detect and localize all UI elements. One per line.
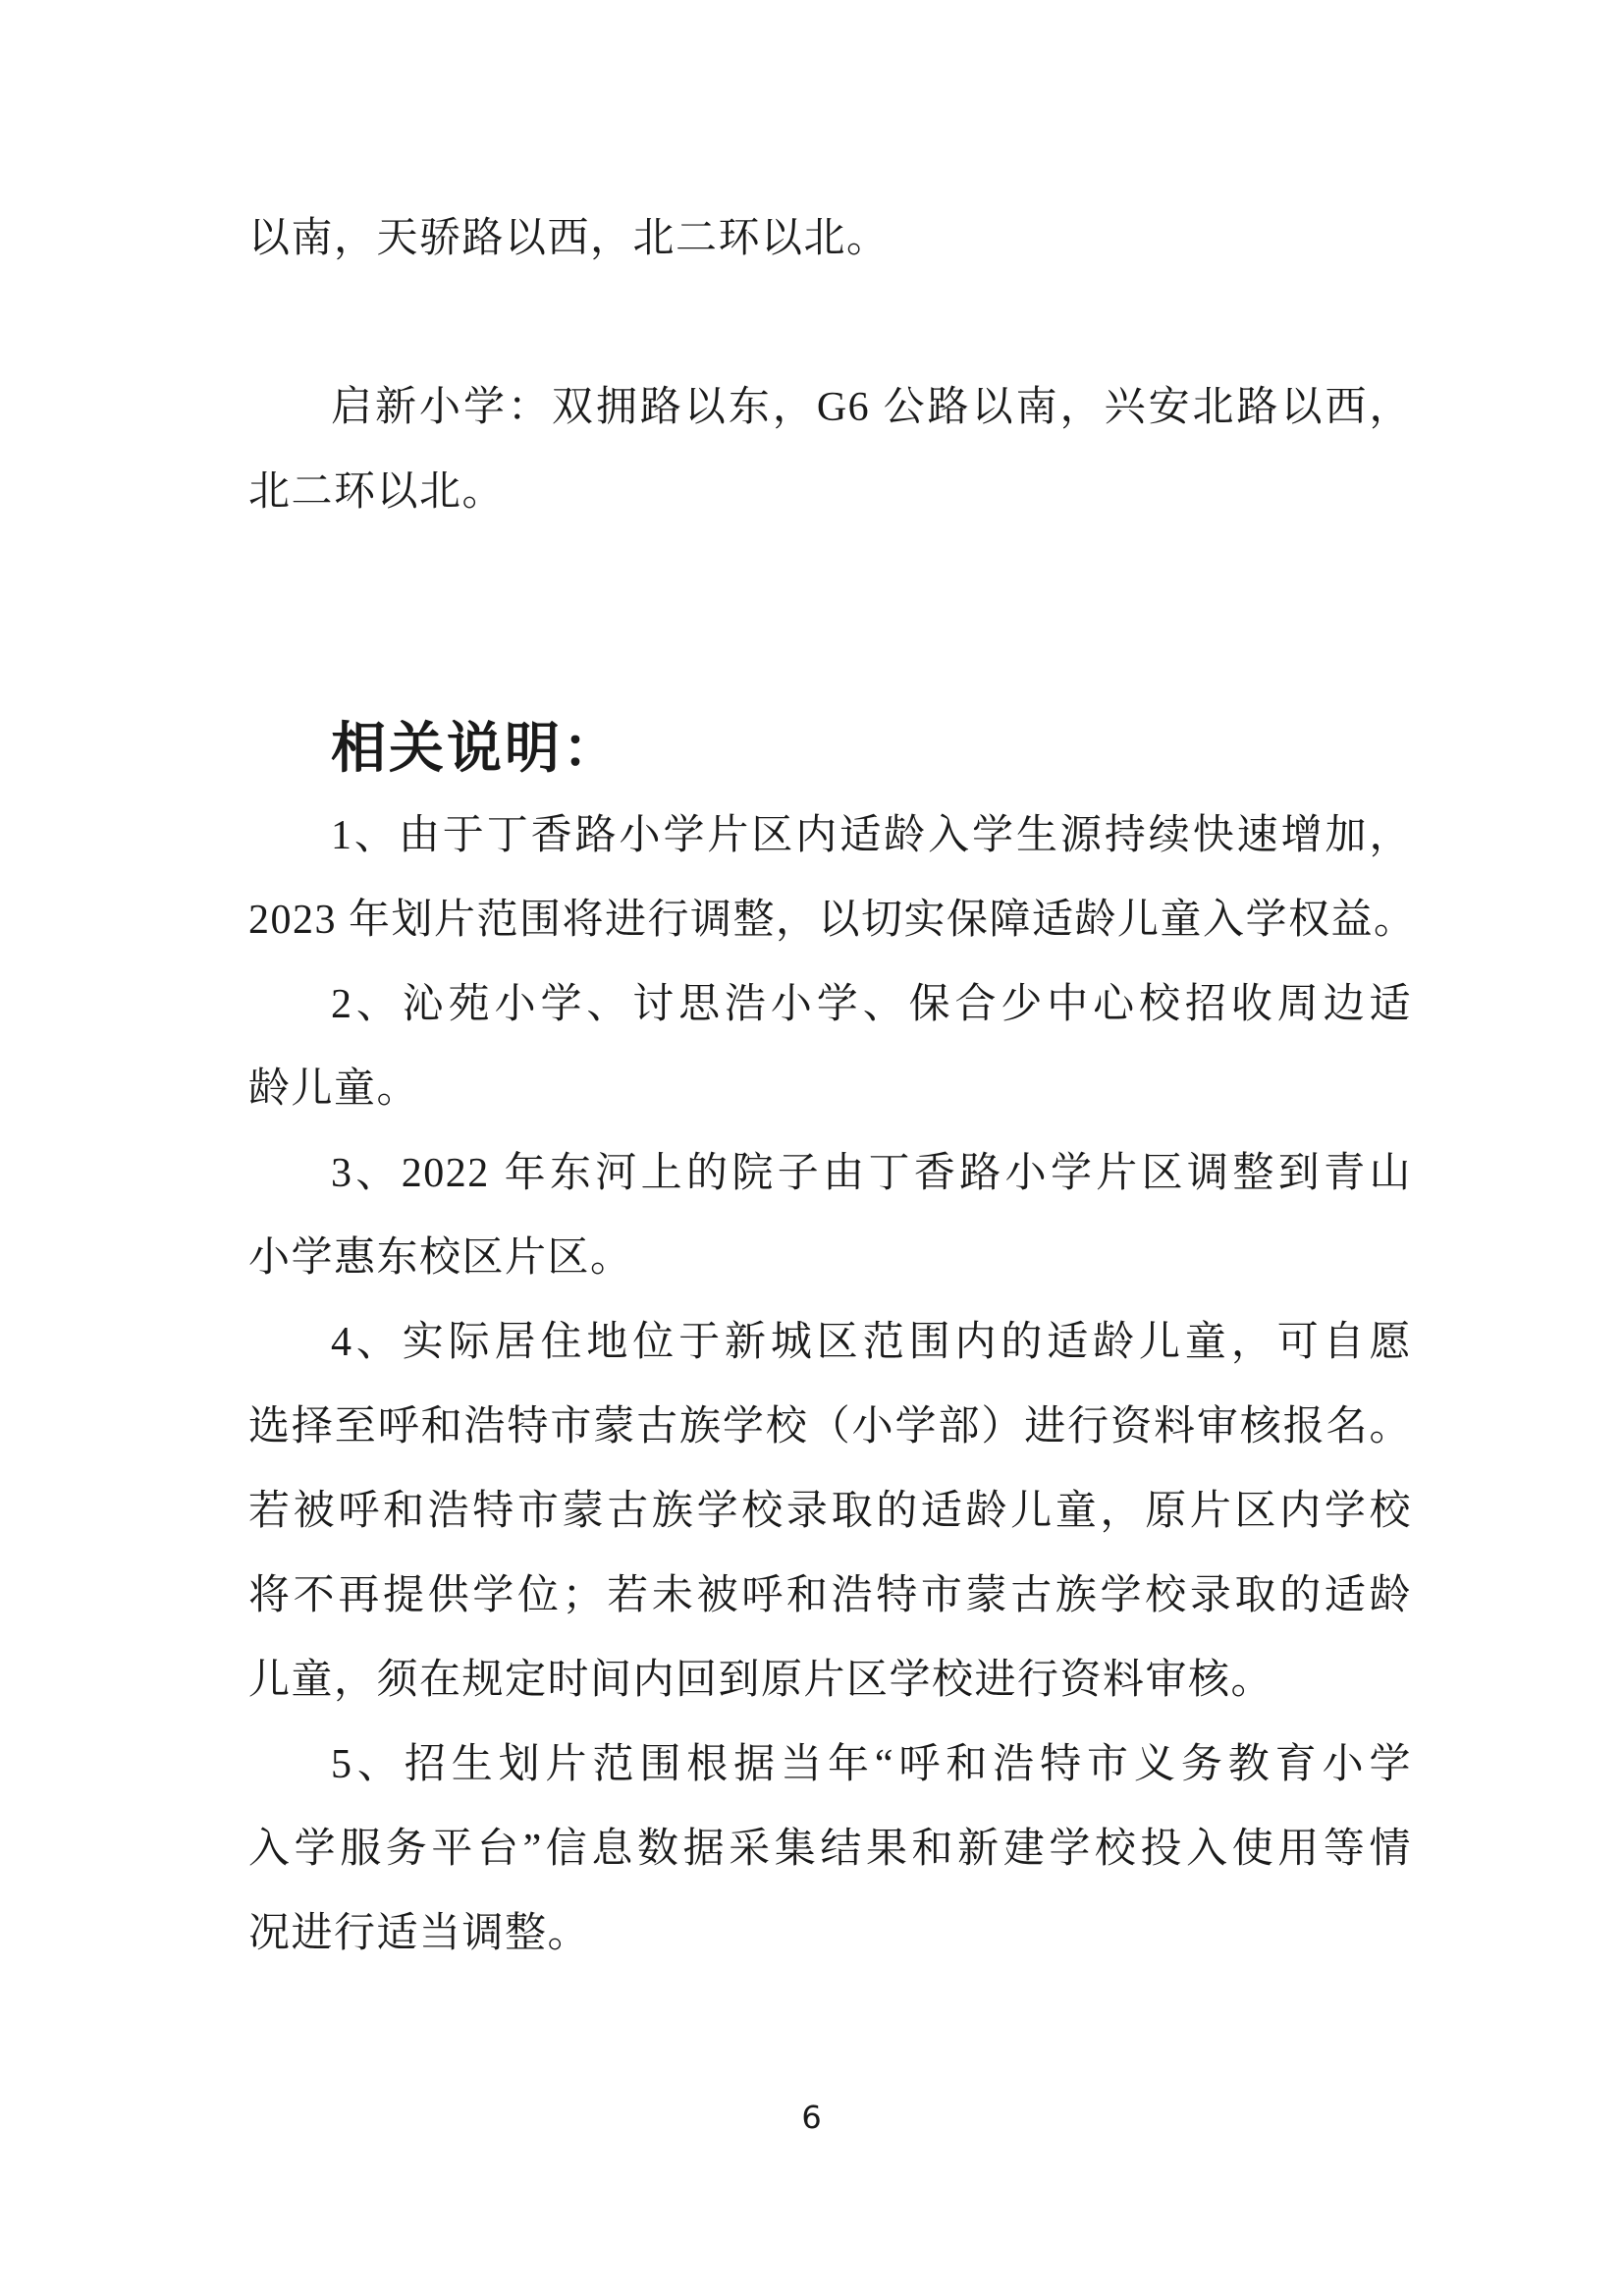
text-line: 况进行适当调整。 xyxy=(248,1911,591,1956)
paragraph xyxy=(248,365,1412,534)
text-line: 4、实际居住地位于新城区范围内的适龄儿童，可自愿 xyxy=(331,1320,1412,1365)
text-line: 2023 年划片范围将进行调整，以切实保障适龄儿童入学权益。 xyxy=(248,898,1417,943)
text-line: 1、由于丁香路小学片区内适龄入学生源持续快速增加， xyxy=(331,813,1412,858)
text-line: 北二环以北。 xyxy=(248,469,506,515)
text-line: 入学服务平台”信息数据采集结果和新建学校投入使用等情 xyxy=(248,1827,1412,1872)
paragraph xyxy=(248,196,1412,281)
text-line: 小学惠东校区片区。 xyxy=(248,1235,633,1281)
text-line: 龄儿童。 xyxy=(248,1066,420,1112)
text-line: 3、2022 年东河上的院子由丁香路小学片区调整到青山 xyxy=(331,1151,1412,1196)
text-line: 启新小学：双拥路以东，G6 公路以南，兴安北路以西， xyxy=(331,385,1412,430)
paragraph xyxy=(248,793,1417,962)
section-heading: 相关说明： xyxy=(331,717,621,779)
document-body xyxy=(248,196,1417,1976)
text-line: 将不再提供学位；若未被呼和浩特市蒙古族学校录取的适龄 xyxy=(248,1573,1412,1618)
text-line: 2、沁苑小学、讨思浩小学、保合少中心校招收周边适 xyxy=(331,982,1412,1027)
paragraph xyxy=(248,1722,1412,1976)
paragraph xyxy=(248,1300,1412,1722)
text-line: 5、招生划片范围根据当年“呼和浩特市义务教育小学 xyxy=(331,1742,1412,1787)
text-line: 以南，天骄路以西，北二环以北。 xyxy=(248,216,890,261)
page-number: 6 xyxy=(801,2099,822,2136)
text-line: 儿童，须在规定时间内回到原片区学校进行资料审核。 xyxy=(248,1658,1274,1703)
paragraph xyxy=(248,1131,1412,1300)
text-line: 选择至呼和浩特市蒙古族学校（小学部）进行资料审核报名。 xyxy=(248,1404,1412,1449)
text-line: 若被呼和浩特市蒙古族学校录取的适龄儿童，原片区内学校 xyxy=(248,1489,1412,1534)
paragraph xyxy=(248,962,1412,1131)
